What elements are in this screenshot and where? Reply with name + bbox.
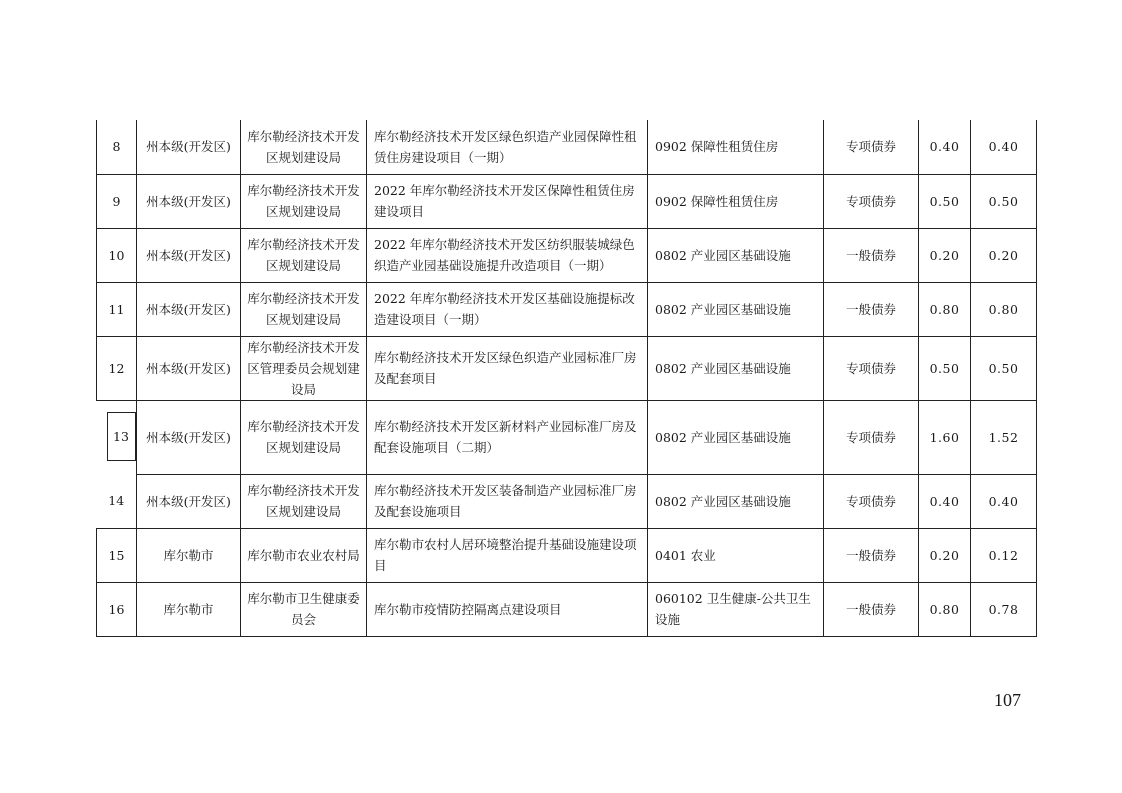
row-number-cell xyxy=(97,400,137,474)
bond-type-cell: 专项债券 xyxy=(824,174,919,228)
dept-cell: 库尔勒市卫生健康委员会 xyxy=(241,582,367,636)
project-cell: 库尔勒经济技术开发区新材料产业园标准厂房及配套设施项目（二期） xyxy=(367,400,648,474)
project-cell: 库尔勒市农村人居环境整治提升基础设施建设项目 xyxy=(367,528,648,582)
region-cell: 州本级(开发区) xyxy=(137,228,241,282)
row-number: 8 xyxy=(97,120,137,174)
table-row xyxy=(97,120,1037,174)
category-cell: 0802 产业园区基础设施 xyxy=(648,282,824,336)
category-cell: 0802 产业园区基础设施 xyxy=(648,474,824,528)
region-cell: 库尔勒市 xyxy=(137,528,241,582)
amount-cell: 1.60 xyxy=(919,400,971,474)
project-cell: 2022 年库尔勒经济技术开发区纺织服装城绿色织造产业园基础设施提升改造项目（一期） xyxy=(367,228,648,282)
project-cell: 2022 年库尔勒经济技术开发区基础设施提标改造建设项目（一期） xyxy=(367,282,648,336)
bond-type-cell: 一般债券 xyxy=(824,228,919,282)
region-cell: 州本级(开发区) xyxy=(137,474,241,528)
dept-cell: 库尔勒经济技术开发区规划建设局 xyxy=(241,174,367,228)
table-row xyxy=(97,228,1037,282)
category-cell: 060102 卫生健康-公共卫生设施 xyxy=(648,582,824,636)
region-cell: 州本级(开发区) xyxy=(137,120,241,174)
table-row xyxy=(97,582,1037,636)
category-cell: 0802 产业园区基础设施 xyxy=(648,228,824,282)
row-number: 14 xyxy=(97,474,137,528)
category-cell: 0802 产业园区基础设施 xyxy=(648,336,824,400)
amount-cell: 0.50 xyxy=(919,174,971,228)
amount-cell: 0.50 xyxy=(919,336,971,400)
amount-cell: 0.50 xyxy=(971,336,1037,400)
dept-cell: 库尔勒经济技术开发区规划建设局 xyxy=(241,474,367,528)
dept-cell: 库尔勒经济技术开发区规划建设局 xyxy=(241,282,367,336)
row-number: 16 xyxy=(97,582,137,636)
bond-type-cell: 专项债券 xyxy=(824,120,919,174)
row-number: 12 xyxy=(97,336,137,400)
amount-cell: 0.20 xyxy=(971,228,1037,282)
bond-type-cell: 专项债券 xyxy=(824,400,919,474)
bond-type-cell: 专项债券 xyxy=(824,474,919,528)
category-cell: 0902 保障性租赁住房 xyxy=(648,120,824,174)
dept-cell: 库尔勒经济技术开发区规划建设局 xyxy=(241,120,367,174)
bond-type-cell: 一般债券 xyxy=(824,582,919,636)
project-cell: 2022 年库尔勒经济技术开发区保障性租赁住房建设项目 xyxy=(367,174,648,228)
amount-cell: 0.78 xyxy=(971,582,1037,636)
bond-type-cell: 专项债券 xyxy=(824,336,919,400)
amount-cell: 0.40 xyxy=(919,474,971,528)
dept-cell: 库尔勒市农业农村局 xyxy=(241,528,367,582)
amount-cell: 0.20 xyxy=(919,528,971,582)
table-row xyxy=(97,174,1037,228)
category-cell: 0802 产业园区基础设施 xyxy=(648,400,824,474)
region-cell: 州本级(开发区) xyxy=(137,400,241,474)
amount-cell: 0.50 xyxy=(971,174,1037,228)
category-cell: 0902 保障性租赁住房 xyxy=(648,174,824,228)
bond-type-cell: 一般债券 xyxy=(824,528,919,582)
row-number: 11 xyxy=(97,282,137,336)
amount-cell: 0.80 xyxy=(919,582,971,636)
project-cell: 库尔勒经济技术开发区绿色织造产业园保障性租赁住房建设项目（一期） xyxy=(367,120,648,174)
project-cell: 库尔勒市疫情防控隔离点建设项目 xyxy=(367,582,648,636)
amount-cell: 0.40 xyxy=(971,120,1037,174)
amount-cell: 1.52 xyxy=(971,400,1037,474)
table-row xyxy=(97,528,1037,582)
row-number: 13 xyxy=(107,412,136,461)
dept-cell: 库尔勒经济技术开发区规划建设局 xyxy=(241,400,367,474)
amount-cell: 0.40 xyxy=(919,120,971,174)
project-cell: 库尔勒经济技术开发区绿色织造产业园标准厂房及配套项目 xyxy=(367,336,648,400)
amount-cell: 0.40 xyxy=(971,474,1037,528)
table-row xyxy=(97,400,1037,474)
table-row xyxy=(97,282,1037,336)
region-cell: 州本级(开发区) xyxy=(137,174,241,228)
amount-cell: 0.20 xyxy=(919,228,971,282)
amount-cell: 0.12 xyxy=(971,528,1037,582)
amount-cell: 0.80 xyxy=(919,282,971,336)
page-number: 107 xyxy=(994,690,1021,710)
dept-cell: 库尔勒经济技术开发区管理委员会规划建设局 xyxy=(241,336,367,400)
row-number: 9 xyxy=(97,174,137,228)
row-number: 15 xyxy=(97,528,137,582)
dept-cell: 库尔勒经济技术开发区规划建设局 xyxy=(241,228,367,282)
region-cell: 州本级(开发区) xyxy=(137,336,241,400)
row-number: 10 xyxy=(97,228,137,282)
table-row xyxy=(97,336,1037,400)
bond-project-table xyxy=(96,120,1037,637)
table-row xyxy=(97,474,1037,528)
bond-type-cell: 一般债券 xyxy=(824,282,919,336)
category-cell: 0401 农业 xyxy=(648,528,824,582)
amount-cell: 0.80 xyxy=(971,282,1037,336)
project-cell: 库尔勒经济技术开发区装备制造产业园标准厂房及配套设施项目 xyxy=(367,474,648,528)
region-cell: 库尔勒市 xyxy=(137,582,241,636)
region-cell: 州本级(开发区) xyxy=(137,282,241,336)
